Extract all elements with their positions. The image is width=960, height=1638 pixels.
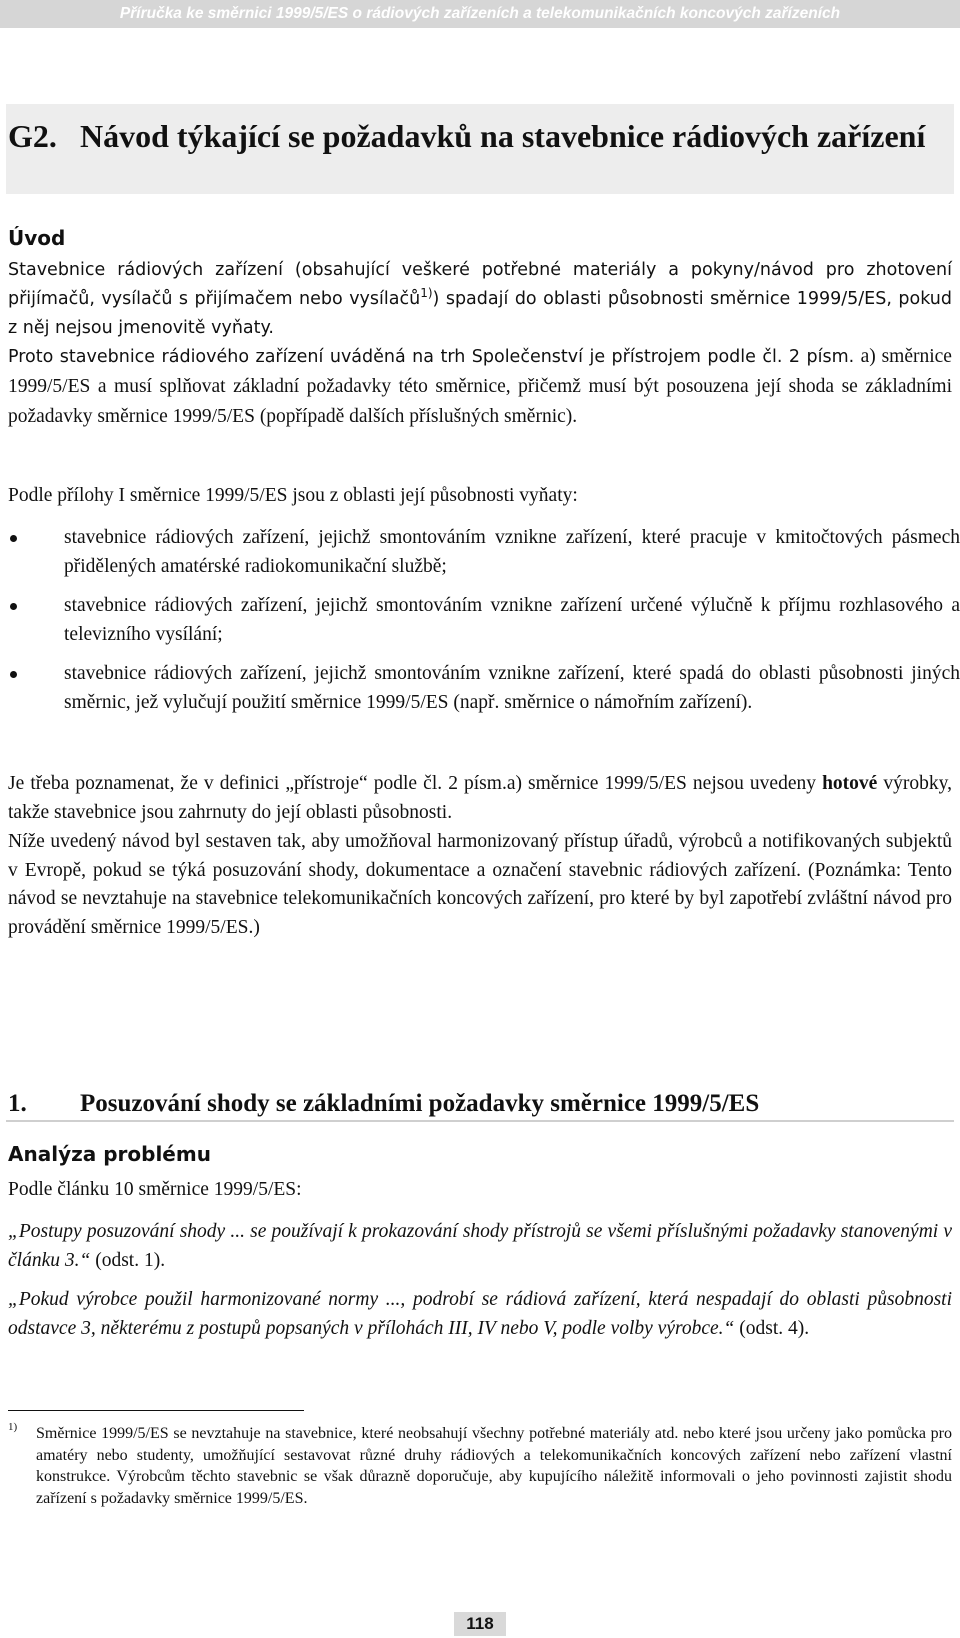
- bullet-icon: [10, 535, 17, 542]
- quote-1-text: „Postupy posuzování shody ... se používají k prokazování shody přístrojů se všemi příslušnými požadavky stanovenými v článku 3.“: [8, 1221, 952, 1271]
- list-item: [8, 592, 960, 650]
- intro-paragraph-3: Podle přílohy I směrnice 1999/5/ES jsou z oblasti její působnosti vyňaty:: [8, 485, 578, 506]
- intro-p2-text: Proto stavebnice rádiového zařízení uváděná na trh Společenství je přístrojem podle čl. 2 písm.: [8, 347, 855, 367]
- running-header: Příručka ke směrnici 1999/5/ES o rádiových zařízeních a telekomunikačních koncových zařízeních: [0, 0, 960, 28]
- quote-2-text: „Pokud výrobce použil harmonizované normy ..., podrobí se rádiová zařízení, která nespadají do oblasti působnosti odstavce 3, některému z postupů popsaných v přílohách III, IV nebo V, podle volby výrobce.“: [8, 1289, 952, 1339]
- list-item: [8, 524, 960, 582]
- quote-2-ref: (odst. 4).: [734, 1317, 810, 1339]
- intro-p2-text-cont: a) směrnice 1999/5/ES a musí splňovat základní požadavky této směrnice, přičemž musí být posouzena její shoda se základními požadavky směrnice 1999/5/ES (popřípadě dalších příslušných směrnic).: [8, 346, 952, 427]
- chapter-title: Návod týkající se požadavků na stavebnice rádiových zařízení: [80, 118, 926, 154]
- footnote-ref[interactable]: 1): [420, 286, 433, 301]
- intro-p4-text: Je třeba poznamenat, že v definici „přístroje“ podle čl. 2 písm.a) směrnice 1999/5/ES nejsou uvedeny: [8, 773, 823, 794]
- bullet-icon: [10, 603, 17, 610]
- intro-heading: Úvod: [8, 226, 66, 250]
- intro-paragraph-4: [8, 770, 952, 827]
- quote-1: [8, 1218, 952, 1275]
- quote-2: [8, 1286, 952, 1343]
- bullet-icon: [10, 671, 17, 678]
- section-number: 1.: [8, 1090, 27, 1117]
- intro-paragraph-2: [8, 342, 952, 432]
- analysis-heading: Analýza problému: [8, 1142, 211, 1166]
- footnote-separator: [8, 1410, 304, 1411]
- intro-p4-text-cont: výrobky, takže stavebnice jsou zahrnuty do její oblasti působnosti.: [8, 773, 952, 823]
- footnote-text: Směrnice 1999/5/ES se nevztahuje na stavebnice, které neobsahují všechny potřebné materiály atd. nebo které jsou určeny jako pomůcka pro amatéry nebo studenty, umožňující sestavovat různé druhy rádiových a telekomunikačních koncových zařízení nebo zařízení vlastní konstrukce. Výrobcům těchto stavebnic se však důrazně doporučuje, aby kupujícího náležitě informovali o jeho povinnosti zajistit shodu zařízení s požadavky směrnice 1999/5/ES.: [36, 1425, 952, 1507]
- list-item-text: stavebnice rádiových zařízení, jejichž smontováním vznikne zařízení, které spadá do oblasti působnosti jiných směrnic, jež vylučují použití směrnice 1999/5/ES (např. směrnice o námořním zařízení).: [64, 663, 960, 713]
- section-title-text: Posuzování shody se základními požadavky směrnice 1999/5/ES: [80, 1090, 760, 1117]
- list-item-text: stavebnice rádiových zařízení, jejichž smontováním vznikne zařízení, které pracuje v kmitočtových pásmech přidělených amatérské radiokomunikační službě;: [64, 527, 960, 577]
- intro-p1-text: Stavebnice rádiových zařízení (obsahující veškeré potřebné materiály a pokyny/návod pro zhotovení přijímačů, vysílačů s přijímačem nebo vysílačů: [8, 260, 952, 309]
- analysis-lead: Podle článku 10 směrnice 1999/5/ES:: [8, 1179, 302, 1200]
- intro-p1-text-cont: ) spadají do oblasti působnosti směrnice 1999/5/ES, pokud z něj nejsou jmenovitě vyňaty.: [8, 289, 952, 338]
- section-divider: [6, 1120, 954, 1122]
- footnote-mark: 1): [8, 1421, 18, 1433]
- chapter-number: G2.: [8, 118, 57, 154]
- intro-paragraph-1: [8, 256, 952, 343]
- intro-paragraph-5: Níže uvedený návod byl sestaven tak, aby umožňoval harmonizovaný přístup úřadů, výrobců a notifikovaných subjektů v Evropě, pokud se týká posuzování shody, dokumentace a označení stavebnic rádiových zařízení. (Poznámka: Tento návod se nevztahuje na stavebnice telekomunikačních koncových zařízení, pro které by byl zapotřebí zvláštní návod pro provádění směrnice 1999/5/ES.): [8, 831, 952, 938]
- intro-p4-bold: hotové: [822, 773, 878, 794]
- quote-1-ref: (odst. 1).: [90, 1249, 166, 1271]
- list-item-text: stavebnice rádiových zařízení, jejichž smontováním vznikne zařízení určené výlučně k příjmu rozhlasového a televizního vysílání;: [64, 595, 960, 645]
- page-number: 118: [454, 1612, 506, 1636]
- list-item: [8, 660, 960, 746]
